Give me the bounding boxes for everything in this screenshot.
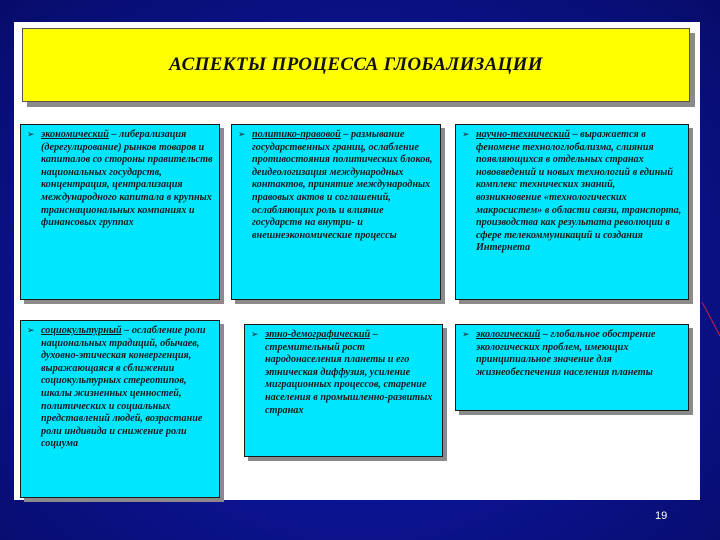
slide-number: 19 — [655, 510, 668, 522]
aspect-box-economic — [20, 124, 220, 300]
aspect-box-ecological — [455, 324, 689, 411]
aspect-description: – размывание государственных границ, ослабление противостояния политических блоков, деидеологизация международных контактов, принятие международных правовых актов и соглашений, ослабляющих роль и влияние государств на внутри- и внешнеэкономические процессы — [252, 129, 433, 241]
aspect-box-sociocultural — [20, 320, 220, 498]
aspect-description: – стремительный рост народонаселения планеты и его этническая диффузия, усиление миграционных процессов, старение населения в промышленно-развитых странах — [265, 329, 433, 416]
aspect-term: политико-правовой — [252, 129, 341, 140]
decorative-line — [700, 300, 720, 340]
title-box — [22, 28, 690, 102]
aspect-term: этно-демографический — [265, 329, 371, 340]
slide-title: АСПЕКТЫ ПРОЦЕССА ГЛОБАЛИЗАЦИИ — [169, 54, 543, 75]
aspect-box-political-legal — [231, 124, 441, 300]
aspect-term: экономический — [41, 129, 109, 140]
aspect-term: социокультурный — [41, 325, 122, 336]
aspect-description: – глобальное обострение экологических проблем, имеющих принципиальное значение для жизнеобеспечения населения планеты — [476, 329, 656, 378]
arrow-bullet-icon: ➢ — [462, 330, 470, 340]
arrow-bullet-icon: ➢ — [251, 330, 259, 340]
arrow-bullet-icon: ➢ — [462, 130, 470, 140]
aspect-box-ethno-demographic — [244, 324, 443, 457]
aspect-description: – выражается в феномене технологлобализма, слияния появляющихся в отдельных странах нововведений и новых технологий в единый комплекс технических знаний, возникновение «технологических макросистем» в области связи, транспорта, производства как результата революции в сфере телекоммуникаций и создания Интернета — [476, 129, 682, 254]
aspect-term: научно-технический — [476, 129, 570, 140]
arrow-bullet-icon: ➢ — [238, 130, 246, 140]
aspect-box-scientific-technical — [455, 124, 689, 300]
arrow-bullet-icon: ➢ — [27, 326, 35, 336]
aspect-description: – либерализация (дерегулирование) рынков товаров и капиталов со стороны правительств национальных государств, концентрация, централизация международного капитала в крупных транснациональных компаниях и финансовых группах — [41, 129, 213, 229]
aspect-term: экологический — [476, 329, 541, 340]
arrow-bullet-icon: ➢ — [27, 130, 35, 140]
aspect-description: – ослабление роли национальных традиций, обычаев, духовно-этическая конвергенция, выражающаяся в сближении социокультурных стереотипов, шкалы жизненных ценностей, политических и социальных представлений людей, возрастание роли индивида и снижение роли социума — [41, 325, 206, 450]
